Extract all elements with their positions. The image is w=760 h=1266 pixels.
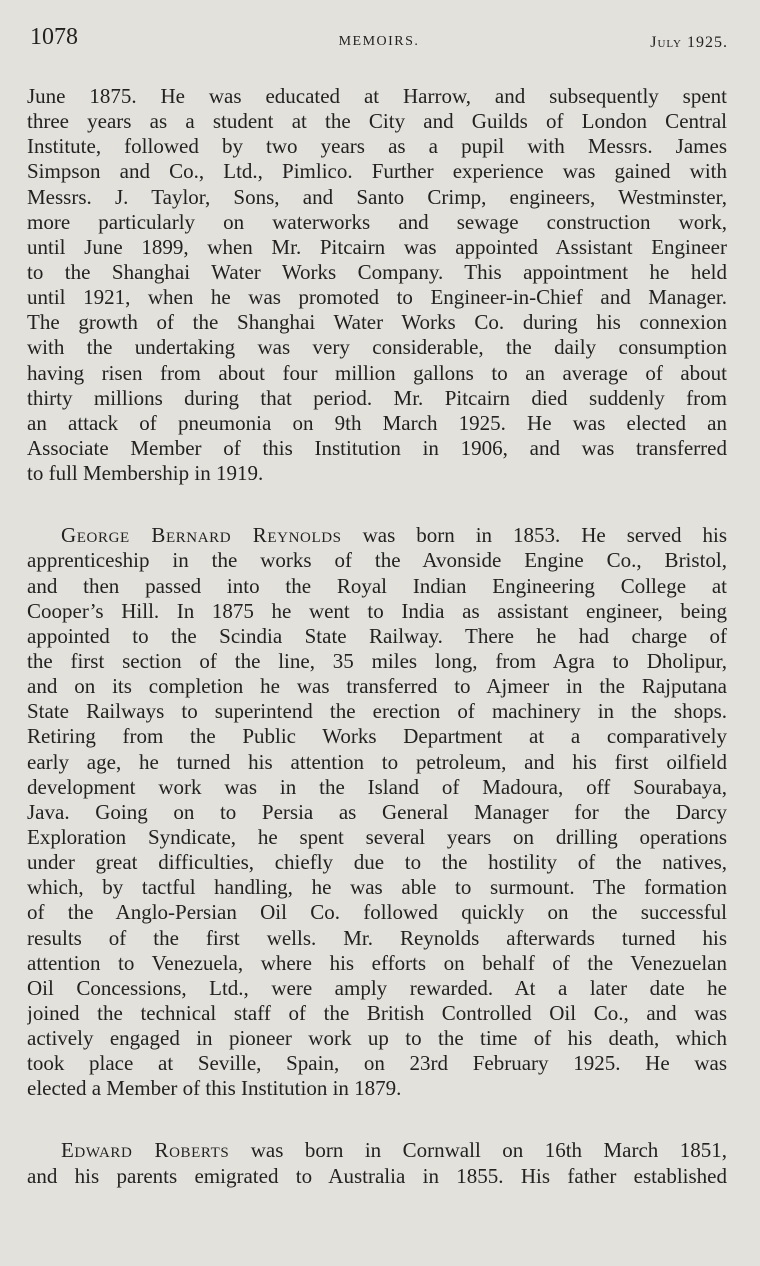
memoir-name: Edward Roberts	[61, 1138, 230, 1163]
text-line: and on its completion he was transferred to Ajmeer in the Rajputana	[27, 674, 727, 699]
text-line: three years as a student at the City and Guilds of London Central	[27, 109, 727, 134]
text-line: and his parents emigrated to Australia in 1855. His father established	[27, 1163, 727, 1188]
text-line: Oil Concessions, Ltd., were amply rewarded. At a later date he	[27, 975, 727, 1000]
text-line: an attack of pneumonia on 9th March 1925. He was elected an	[27, 410, 727, 435]
text-line: elected a Member of this Institution in 1879.	[27, 1076, 402, 1101]
text-line: of the Anglo-Persian Oil Co. followed quickly on the successful	[27, 900, 727, 925]
issue-date: July 1925.	[650, 34, 728, 51]
text-line: results of the first wells. Mr. Reynolds afterwards turned his	[27, 925, 727, 950]
text-line: June 1875. He was educated at Harrow, and subsequently spent	[27, 84, 727, 108]
page-header	[30, 24, 728, 58]
text-line: attention to Venezuela, where his efforts on behalf of the Venezuelan	[27, 950, 727, 975]
text-line: State Railways to superintend the erection of machinery in the shops.	[27, 699, 727, 724]
memoir-name: George Bernard Reynolds	[61, 523, 342, 548]
text-line: which, by tactful handling, he was able to surmount. The formation	[27, 875, 727, 900]
text-line: The growth of the Shanghai Water Works Co. during his connexion	[27, 310, 727, 335]
text-line: and then passed into the Royal Indian Engineering College at	[27, 573, 727, 598]
text-line: the first section of the line, 35 miles long, from Agra to Dholipur,	[27, 648, 727, 673]
text-line: Exploration Syndicate, he spent several years on drilling operations	[27, 824, 727, 849]
memoir-pitcairn	[27, 84, 727, 486]
text-line: under great difficulties, chiefly due to the hostility of the natives,	[27, 850, 727, 875]
text-line: appointed to the Scindia State Railway. There he had charge of	[27, 623, 727, 648]
text-line: thirty millions during that period. Mr. Pitcairn died suddenly from	[27, 385, 727, 410]
paragraph-gap	[27, 486, 727, 523]
text-line: Institute, followed by two years as a pupil with Messrs. James	[27, 134, 727, 159]
text-line: until 1921, when he was promoted to Engineer-in-Chief and Manager.	[27, 285, 727, 310]
memoir-reynolds	[27, 523, 727, 1101]
memoir-roberts	[27, 1138, 727, 1188]
text-line: development work was in the Island of Madoura, off Sourabaya,	[27, 774, 727, 799]
memoir-opening-line	[27, 1138, 727, 1163]
text-line: Associate Member of this Institution in 1906, and was transferred	[27, 435, 727, 460]
text-line: to full Membership in 1919.	[27, 461, 264, 486]
memoir-opening-text: was born in Cornwall on 16th March 1851,	[229, 1138, 727, 1163]
running-head: MEMOIRS.	[338, 34, 420, 49]
text-line: more particularly on waterworks and sewage construction work,	[27, 209, 727, 234]
text-line: to the Shanghai Water Works Company. This appointment he held	[27, 259, 727, 284]
text-line: actively engaged in pioneer work up to the time of his death, which	[27, 1026, 727, 1051]
text-line: early age, he turned his attention to petroleum, and his first oilfield	[27, 749, 727, 774]
text-line: joined the technical staff of the British Controlled Oil Co., and was	[27, 1000, 727, 1025]
paragraph-gap	[27, 1101, 727, 1138]
body-text	[27, 84, 727, 1189]
text-line: Simpson and Co., Ltd., Pimlico. Further experience was gained with	[27, 159, 727, 184]
text-line: with the undertaking was very considerable, the daily consumption	[27, 335, 727, 360]
memoir-opening-line	[27, 523, 727, 548]
text-line: having risen from about four million gallons to an average of about	[27, 360, 727, 385]
memoir-opening-text: was born in 1853. He served his	[341, 523, 727, 548]
page-number: 1078	[30, 24, 78, 50]
text-line: Cooper’s Hill. In 1875 he went to India as assistant engineer, being	[27, 598, 727, 623]
text-line: Java. Going on to Persia as General Manager for the Darcy	[27, 799, 727, 824]
text-line: until June 1899, when Mr. Pitcairn was appointed Assistant Engineer	[27, 234, 727, 259]
text-line: Retiring from the Public Works Department at a comparatively	[27, 724, 727, 749]
text-line: Messrs. J. Taylor, Sons, and Santo Crimp, engineers, Westminster,	[27, 184, 727, 209]
text-line: apprenticeship in the works of the Avonside Engine Co., Bristol,	[27, 548, 727, 573]
text-line: took place at Seville, Spain, on 23rd February 1925. He was	[27, 1051, 727, 1076]
